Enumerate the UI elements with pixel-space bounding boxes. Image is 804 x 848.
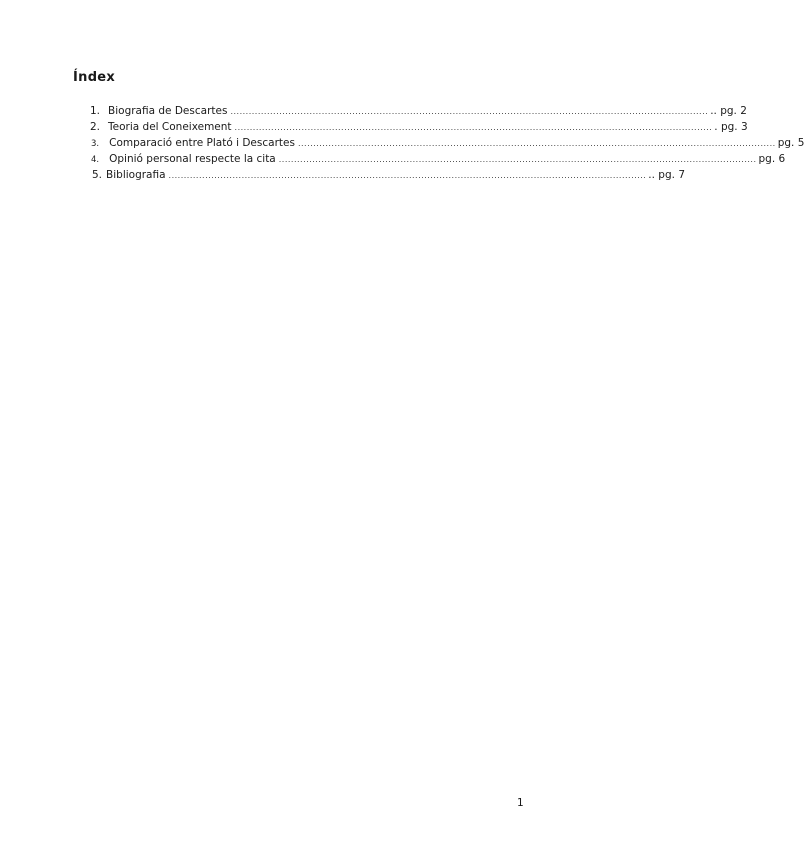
- toc-entry-label: Teoria del Coneixement: [108, 121, 232, 133]
- toc-dot-leader: .............................................................................................................................................................: [168, 171, 647, 180]
- toc-entry[interactable]: [91, 136, 804, 151]
- toc-entry-label: Bibliografia: [106, 169, 166, 181]
- toc-entry[interactable]: [92, 168, 685, 183]
- toc-entry-page: . pg. 3: [714, 121, 748, 133]
- index-heading: Índex: [73, 70, 116, 85]
- toc-entry-page: pg. 5: [777, 137, 804, 149]
- toc-entry[interactable]: [90, 104, 747, 119]
- toc-entry-page: pg. 6: [758, 153, 786, 165]
- toc-entry-page: .. pg. 2: [710, 105, 747, 117]
- toc-dot-leader: .............................................................................................................................................................: [230, 107, 709, 116]
- toc-entry-number: 3.: [91, 139, 100, 149]
- toc-entry-number: 1.: [90, 105, 101, 117]
- toc-entry-label: Comparació entre Plató i Descartes: [109, 137, 295, 149]
- toc-dot-leader: .............................................................................................................................................................: [234, 123, 713, 132]
- toc-entry-page: .. pg. 7: [648, 169, 685, 181]
- page-number: 1: [517, 797, 524, 809]
- toc-entry[interactable]: [90, 120, 748, 135]
- toc-entry-number: 4.: [91, 155, 100, 165]
- toc-entry-label: Opinió personal respecte la cita: [109, 153, 276, 165]
- toc-dot-leader: .............................................................................................................................................................: [297, 139, 776, 148]
- toc-entry-number: 2.: [90, 121, 101, 133]
- toc-dot-leader: .............................................................................................................................................................: [278, 155, 757, 164]
- toc-entry-label: Biografia de Descartes: [108, 105, 228, 117]
- toc-entry-number: 5.: [92, 169, 103, 181]
- toc-entry[interactable]: [91, 152, 786, 167]
